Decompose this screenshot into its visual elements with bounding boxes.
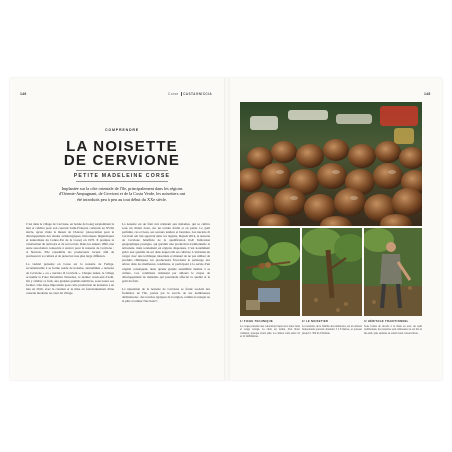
body-column-2 (122, 222, 210, 307)
title-rule-top (76, 170, 168, 171)
hazelnut-branch-photo (240, 228, 300, 316)
caption-text: Le noisetier, de la famille des bétulacées, est un arbuste buissonnant pouvant atteindre 3 à 8 mètres, et pousser jusqu'à 1 500 m d'altitude. (302, 325, 362, 335)
article-intro: Implantée sur la côte orientale de l'île, principalement dans les régions d'Oriente-Ampugnani, de Cervioni et de la Costa Verde, les noisetiers ont été introduits peu à peu au tout début du XXe siècle. (58, 186, 186, 202)
article-title-line1: LA NOISETTE (66, 138, 178, 155)
orchard-trunk-photo (302, 228, 362, 316)
title-rule-bottom (76, 181, 168, 182)
running-head-divider (181, 92, 182, 96)
article-title-line2: DE CERVIONE (63, 152, 181, 169)
body-paragraph: C'est dans le village de Cervione, en bonne de bourg surplombant la mer et célèbre pour son couvent Saint-François construit au XVIIe siècle, qu'on visite le musée de l'Adecec (Association pour le développement des études archéologiques, historiques linguistiques et naturalistes du Centre-Est de la Corse) en 1970. Il pratique la valorisation du territoire et de son terroir. Dans les années 1990, une autre association consacrée à œuvrer pour la noisette de Cervione : A Nuciola. Elle rassemble les producteurs locaux afin de promouvoir sa culture et de préserver une plus large diffusion. (26, 222, 114, 259)
hazelnuts-closeup-photo (240, 102, 422, 226)
folio-left: 146 (20, 92, 27, 96)
caption-title: 3/ HÉRITAGE TRADITIONNEL (364, 320, 409, 323)
article-title (20, 140, 224, 168)
running-head-section: Corse (168, 92, 179, 96)
caption-text: Sous forme de récolte à la main ou avec un outil traditionnel, les noisettes sont ramassées au sol dès la mi-août, puis séchées au soleil avant conservation. (364, 325, 422, 335)
body-column-1 (26, 222, 114, 299)
body-paragraph: La noisette est un fruit très résistant aux maladies, qui se cultive sous un climat doux, sur un terrain fertile et en pente. Le goût parfumé, ces et beau, ses saveurs tendres et beurrées, Les nuciole di Cervioni ont très apprécié dans ces régions. Depuis 2014, la noisette de Cervione bénéficie de la qualification IGP, Indication géographique protégée, qui garantit une production traditionnelle et artisanale, mais totalement en régions dispersées. C'est notamment grâce aux qualités du sol dans lequel elle est cultivée. L'entretien du verger avec une technique raisonnée et manuel de ne pas utiliser de produits chimiques, les producteurs favorisent le palissage des arbres dans les meilleures conditions, et participent à la survie d'un végétal conséquent, ainsi qu'une grande sensibilité destiné à sa culture. Ces conditions réduisent par ailleurs le risque de développement de maladies qui pourraient affecter la qualité et le goût du fruit. (122, 222, 210, 283)
article-kicker: COMPRENDRE (105, 128, 139, 132)
running-head (168, 92, 212, 96)
body-paragraph: La réputation de la noisette de Cervione se fonde au-delà des frontières de l'île, portée par le succès de ses nombreuses déclinaisons : des recettes typiques de la région, comme le nougat ou la pâte à tartiner Nucciola®. (122, 286, 210, 303)
book-gutter (224, 78, 230, 380)
article-subtitle: PETITE MADELEINE CORSE (73, 173, 171, 179)
harvester-photo (364, 228, 422, 316)
body-paragraph: La variété présente en Corse est la noisette de Fertiga, reconnaissable à sa forme ronde de noisette, surnommée « noisette de Cervione » ou « nuciola di Cervioni ». Chaque année, le village accueille la Foire Décembre Noisettes, le dernier week-end d'août. On y célèbre ce fruit, aux grandes qualités nutritives, sous toutes ses formes. Une étape importante pour cette production de noisettes a eu lieu en 2016, avec la création et la mise en fonctionnement d'une casserie moderne au cœur du village. (26, 262, 114, 295)
running-head-chapter: CASTAGNICCIA (183, 92, 213, 96)
caption-title: 1/ FICHE TECHNIQUE (240, 320, 274, 323)
caption-title: 2/ LE NOISETIER (302, 320, 329, 323)
caption-text: La coque présente une coloration brune terre entre brun et rouge orangé. La chair est ferme, d'un blanc crémeux, presque ivoire pâle. La culture varie entre 16 et 22 millimètres. (240, 325, 300, 338)
folio-right: 148 (424, 92, 431, 96)
